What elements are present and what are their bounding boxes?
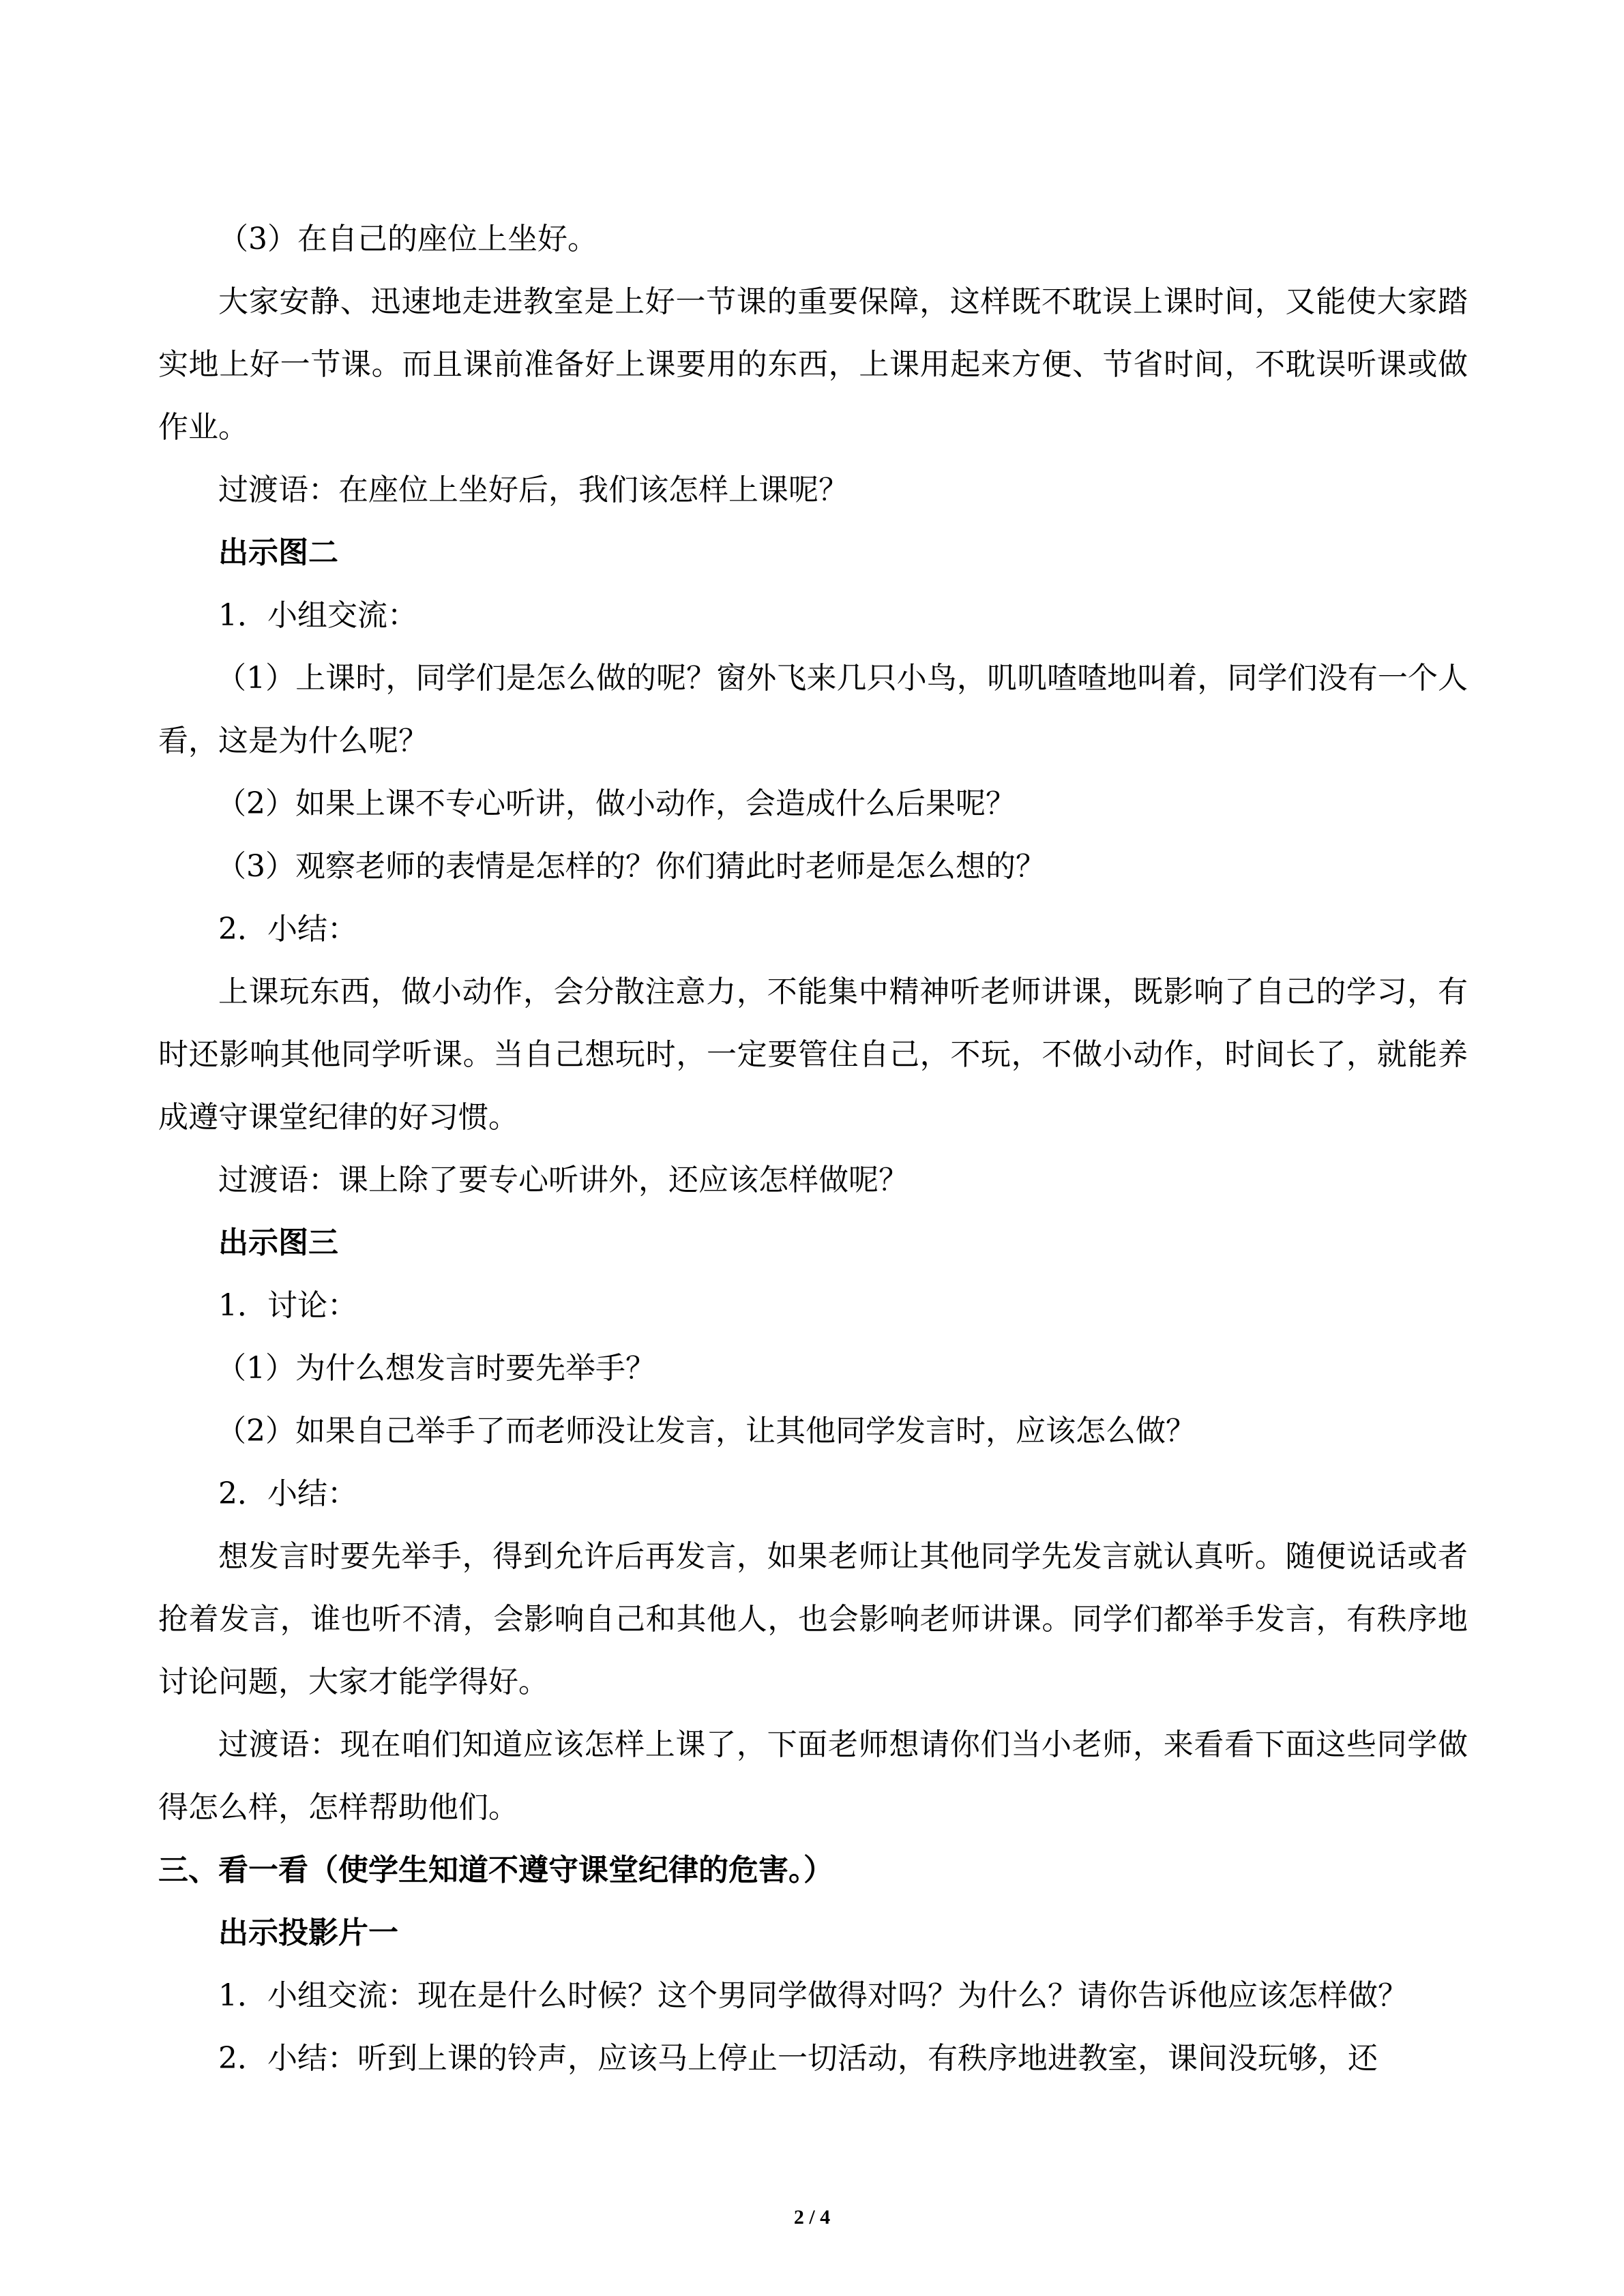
paragraph: 1．小组交流：现在是什么时候？这个男同学做得对吗？为什么？请你告诉他应该怎样做？ bbox=[218, 1978, 1408, 2013]
paragraph: （1）上课时，同学们是怎么做的呢？窗外飞来几只小鸟，叽叽喳喳地叫着，同学们没有一个人看，这是为什么呢？ bbox=[158, 661, 1468, 758]
paragraph: （3）在自己的座位上坐好。 bbox=[218, 222, 597, 256]
section-heading: 出示图三 bbox=[218, 1225, 338, 1260]
paragraph: （2）如果上课不专心听讲，做小动作，会造成什么后果呢？ bbox=[216, 786, 1016, 821]
section-heading: 出示投影片一 bbox=[218, 1915, 398, 1950]
paragraph: （2）如果自己举手了而老师没让发言，让其他同学发言时，应该怎么做？ bbox=[216, 1414, 1196, 1448]
paragraph: 1．讨论： bbox=[218, 1288, 357, 1323]
paragraph: （1）为什么想发言时要先举手？ bbox=[216, 1351, 655, 1386]
paragraph: 想发言时要先举手，得到允许后再发言，如果老师让其他同学先发言就认真听。随便说话或者抢着发言，谁也听不清，会影响自己和其他人，也会影响老师讲课。同学们都举手发言，有秩序地讨论问题，大家才能学得好。 bbox=[158, 1539, 1468, 1699]
paragraph: 过渡语：课上除了要专心听讲外，还应该怎样做呢？ bbox=[218, 1163, 909, 1197]
paragraph: 大家安静、迅速地走进教室是上好一节课的重要保障，这样既不耽误上课时间，又能使大家踏实地上好一节课。而且课前准备好上课要用的东西，上课用起来方便、节省时间，不耽误听课或做作业。 bbox=[158, 284, 1468, 445]
paragraph: 2．小结：听到上课的铃声，应该马上停止一切活动，有秩序地进教室，课间没玩够，还 bbox=[218, 2041, 1378, 2076]
paragraph: （3）观察老师的表情是怎样的？你们猜此时老师是怎么想的？ bbox=[216, 849, 1046, 884]
paragraph: 2．小结： bbox=[218, 1476, 357, 1511]
paragraph: 2．小结： bbox=[218, 912, 357, 946]
section-heading: 出示图二 bbox=[218, 535, 338, 570]
document-body bbox=[158, 208, 1468, 2090]
page-number: 2 / 4 bbox=[793, 2206, 831, 2228]
section-heading: 三、看一看（使学生知道不遵守课堂纪律的危害。） bbox=[158, 1853, 833, 1888]
paragraph: 过渡语：现在咱们知道应该怎样上课了，下面老师想请你们当小老师，来看看下面这些同学做得怎么样，怎样帮助他们。 bbox=[158, 1727, 1468, 1825]
paragraph: 1．小组交流： bbox=[218, 598, 417, 633]
paragraph: 过渡语：在座位上坐好后，我们该怎样上课呢？ bbox=[218, 473, 848, 507]
paragraph: 上课玩东西，做小动作，会分散注意力，不能集中精神听老师讲课，既影响了自己的学习，有时还影响其他同学听课。当自己想玩时，一定要管住自己，不玩，不做小动作，时间长了，就能养成遵守课堂纪律的好习惯。 bbox=[158, 974, 1468, 1135]
